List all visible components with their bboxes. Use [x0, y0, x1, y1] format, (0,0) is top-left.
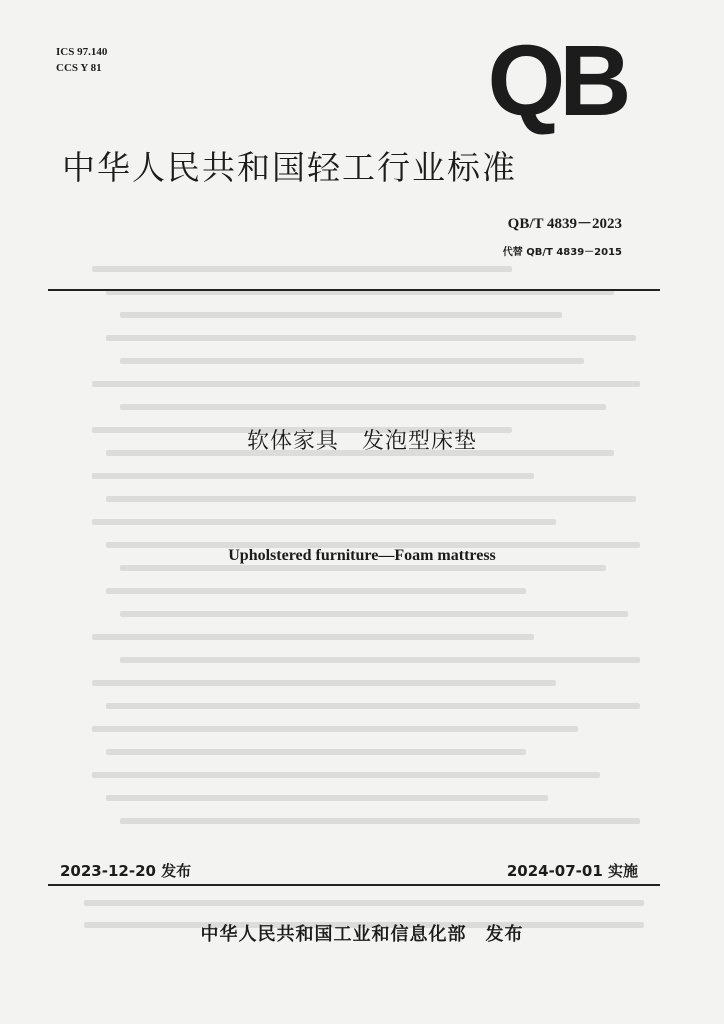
- ghost-line: [120, 565, 606, 571]
- english-title: Upholstered furniture—Foam mattress: [228, 547, 496, 564]
- ghost-line: [92, 680, 556, 686]
- ghost-line: [92, 473, 534, 479]
- standard-number: QB/T 4839－2023: [507, 216, 622, 232]
- ghost-line: [106, 749, 526, 755]
- qb-logo: QB: [487, 25, 626, 137]
- ghost-line: [106, 795, 548, 801]
- ghost-line: [92, 634, 534, 640]
- bottom-divider: [48, 884, 660, 886]
- ghost-line: [106, 588, 526, 594]
- ghost-line: [120, 818, 640, 824]
- replaced-standard: 代替 QB/T 4839－2015: [502, 247, 622, 258]
- ghost-line: [120, 611, 628, 617]
- ghost-line: [92, 772, 600, 778]
- ccs-code: CCS Y 81: [56, 62, 102, 74]
- ghost-line: [106, 496, 636, 502]
- classification-codes: [56, 44, 107, 76]
- implementation-date: 2024-07-01 实施: [506, 862, 638, 880]
- ghost-line: [120, 404, 606, 410]
- ics-code: ICS 97.140: [56, 46, 108, 58]
- ghost-line: [92, 381, 640, 387]
- chinese-title: 软体家具 发泡型床垫: [246, 429, 477, 454]
- ghost-line: [106, 335, 636, 341]
- ghost-line: [106, 703, 640, 709]
- ghost-line: [92, 519, 556, 525]
- publisher: 中华人民共和国工业和信息化部 发布: [200, 924, 524, 945]
- ghost-line: [120, 657, 640, 663]
- ghost-line: [84, 900, 644, 906]
- ghost-line: [120, 312, 562, 318]
- organization-title: 中华人民共和国轻工行业标准: [62, 148, 517, 187]
- ghost-line: [120, 358, 584, 364]
- top-divider: [48, 289, 660, 291]
- ghost-line: [92, 266, 512, 272]
- ghost-line: [92, 726, 578, 732]
- issue-date: 2023-12-20 发布: [60, 862, 192, 880]
